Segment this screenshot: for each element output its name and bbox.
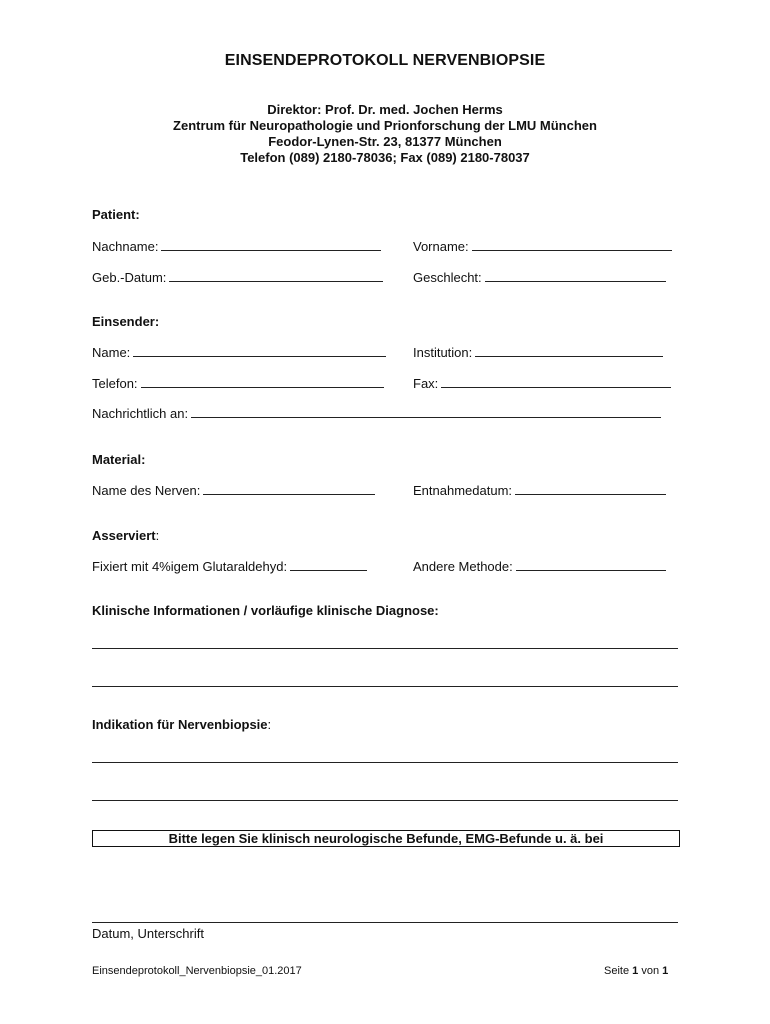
gebdatum-field [92,269,383,285]
befunde-notice-box: Bitte legen Sie klinisch neurologische Befunde, EMG-Befunde u. ä. bei [92,830,680,847]
andere-methode-label: Andere Methode: [413,559,513,574]
fixiert-field [92,558,367,574]
geschlecht-field [413,269,666,285]
patient-heading: Patient: [92,207,140,222]
institute-line: Zentrum für Neuropathologie und Prionforschung der LMU München [173,118,597,133]
indikation-line-2[interactable] [92,800,678,801]
nachrichtlich-field [92,405,661,421]
page-mid: von [638,965,663,977]
nerv-field [92,482,375,498]
page-prefix: Seite [604,965,633,977]
institution-input[interactable] [475,344,663,357]
nachname-field [92,238,381,254]
fixiert-input[interactable] [290,558,367,571]
klinik-heading: Klinische Informationen / vorläufige klinische Diagnose: [92,603,439,618]
institution-label: Institution: [413,345,473,360]
gebdatum-label: Geb.-Datum: [92,270,167,285]
einsender-name-field [92,344,386,360]
phone-fax-line: Telefon (089) 2180-78036; Fax (089) 2180-78037 [240,150,530,165]
vorname-field [413,238,672,254]
page-total: 1 [662,965,669,977]
institute-header [0,102,770,166]
footer-document-id: Einsendeprotokoll_Nervenbiopsie_01.2017 [92,965,302,977]
asserviert-heading [92,528,159,543]
einsender-name-input[interactable] [133,344,386,357]
form-title: EINSENDEPROTOKOLL NERVENBIOPSIE [224,52,546,69]
indikation-line-1[interactable] [92,762,678,763]
fax-label: Fax: [413,376,439,391]
indikation-heading-text: Indikation für Nervenbiopsie [92,717,268,732]
nerv-input[interactable] [203,482,375,495]
einsender-name-label: Name: [92,345,131,360]
nachname-input[interactable] [161,238,381,251]
director-line: Direktor: Prof. Dr. med. Jochen Herms [267,102,503,117]
vorname-label: Vorname: [413,239,469,254]
signature-line[interactable] [92,922,678,923]
fax-field [413,375,671,391]
footer-page-number [604,965,668,977]
andere-methode-input[interactable] [516,558,666,571]
institution-field [413,344,663,360]
telefon-label: Telefon: [92,376,138,391]
vorname-input[interactable] [472,238,672,251]
entnahme-input[interactable] [515,482,666,495]
signature-label: Datum, Unterschrift [92,926,204,941]
andere-methode-field [413,558,666,574]
geschlecht-label: Geschlecht: [413,270,482,285]
address-line: Feodor-Lynen-Str. 23, 81377 München [268,134,502,149]
indikation-heading-colon: : [267,717,272,732]
material-heading: Material: [92,452,146,467]
klinik-line-2[interactable] [92,686,678,687]
fixiert-label: Fixiert mit 4%igem Glutaraldehyd: [92,559,288,574]
page-current: 1 [632,965,639,977]
fax-input[interactable] [441,375,671,388]
asserviert-heading-colon: : [155,528,160,543]
telefon-field [92,375,384,391]
asserviert-heading-text: Asserviert [92,528,156,543]
indikation-heading [92,717,271,732]
telefon-input[interactable] [141,375,384,388]
nachname-label: Nachname: [92,239,159,254]
geschlecht-input[interactable] [485,269,666,282]
nerv-label: Name des Nerven: [92,483,201,498]
entnahme-label: Entnahmedatum: [413,483,513,498]
klinik-line-1[interactable] [92,648,678,649]
entnahme-field [413,482,666,498]
nachrichtlich-label: Nachrichtlich an: [92,406,189,421]
einsender-heading: Einsender: [92,314,160,329]
nachrichtlich-input[interactable] [191,405,661,418]
gebdatum-input[interactable] [169,269,383,282]
